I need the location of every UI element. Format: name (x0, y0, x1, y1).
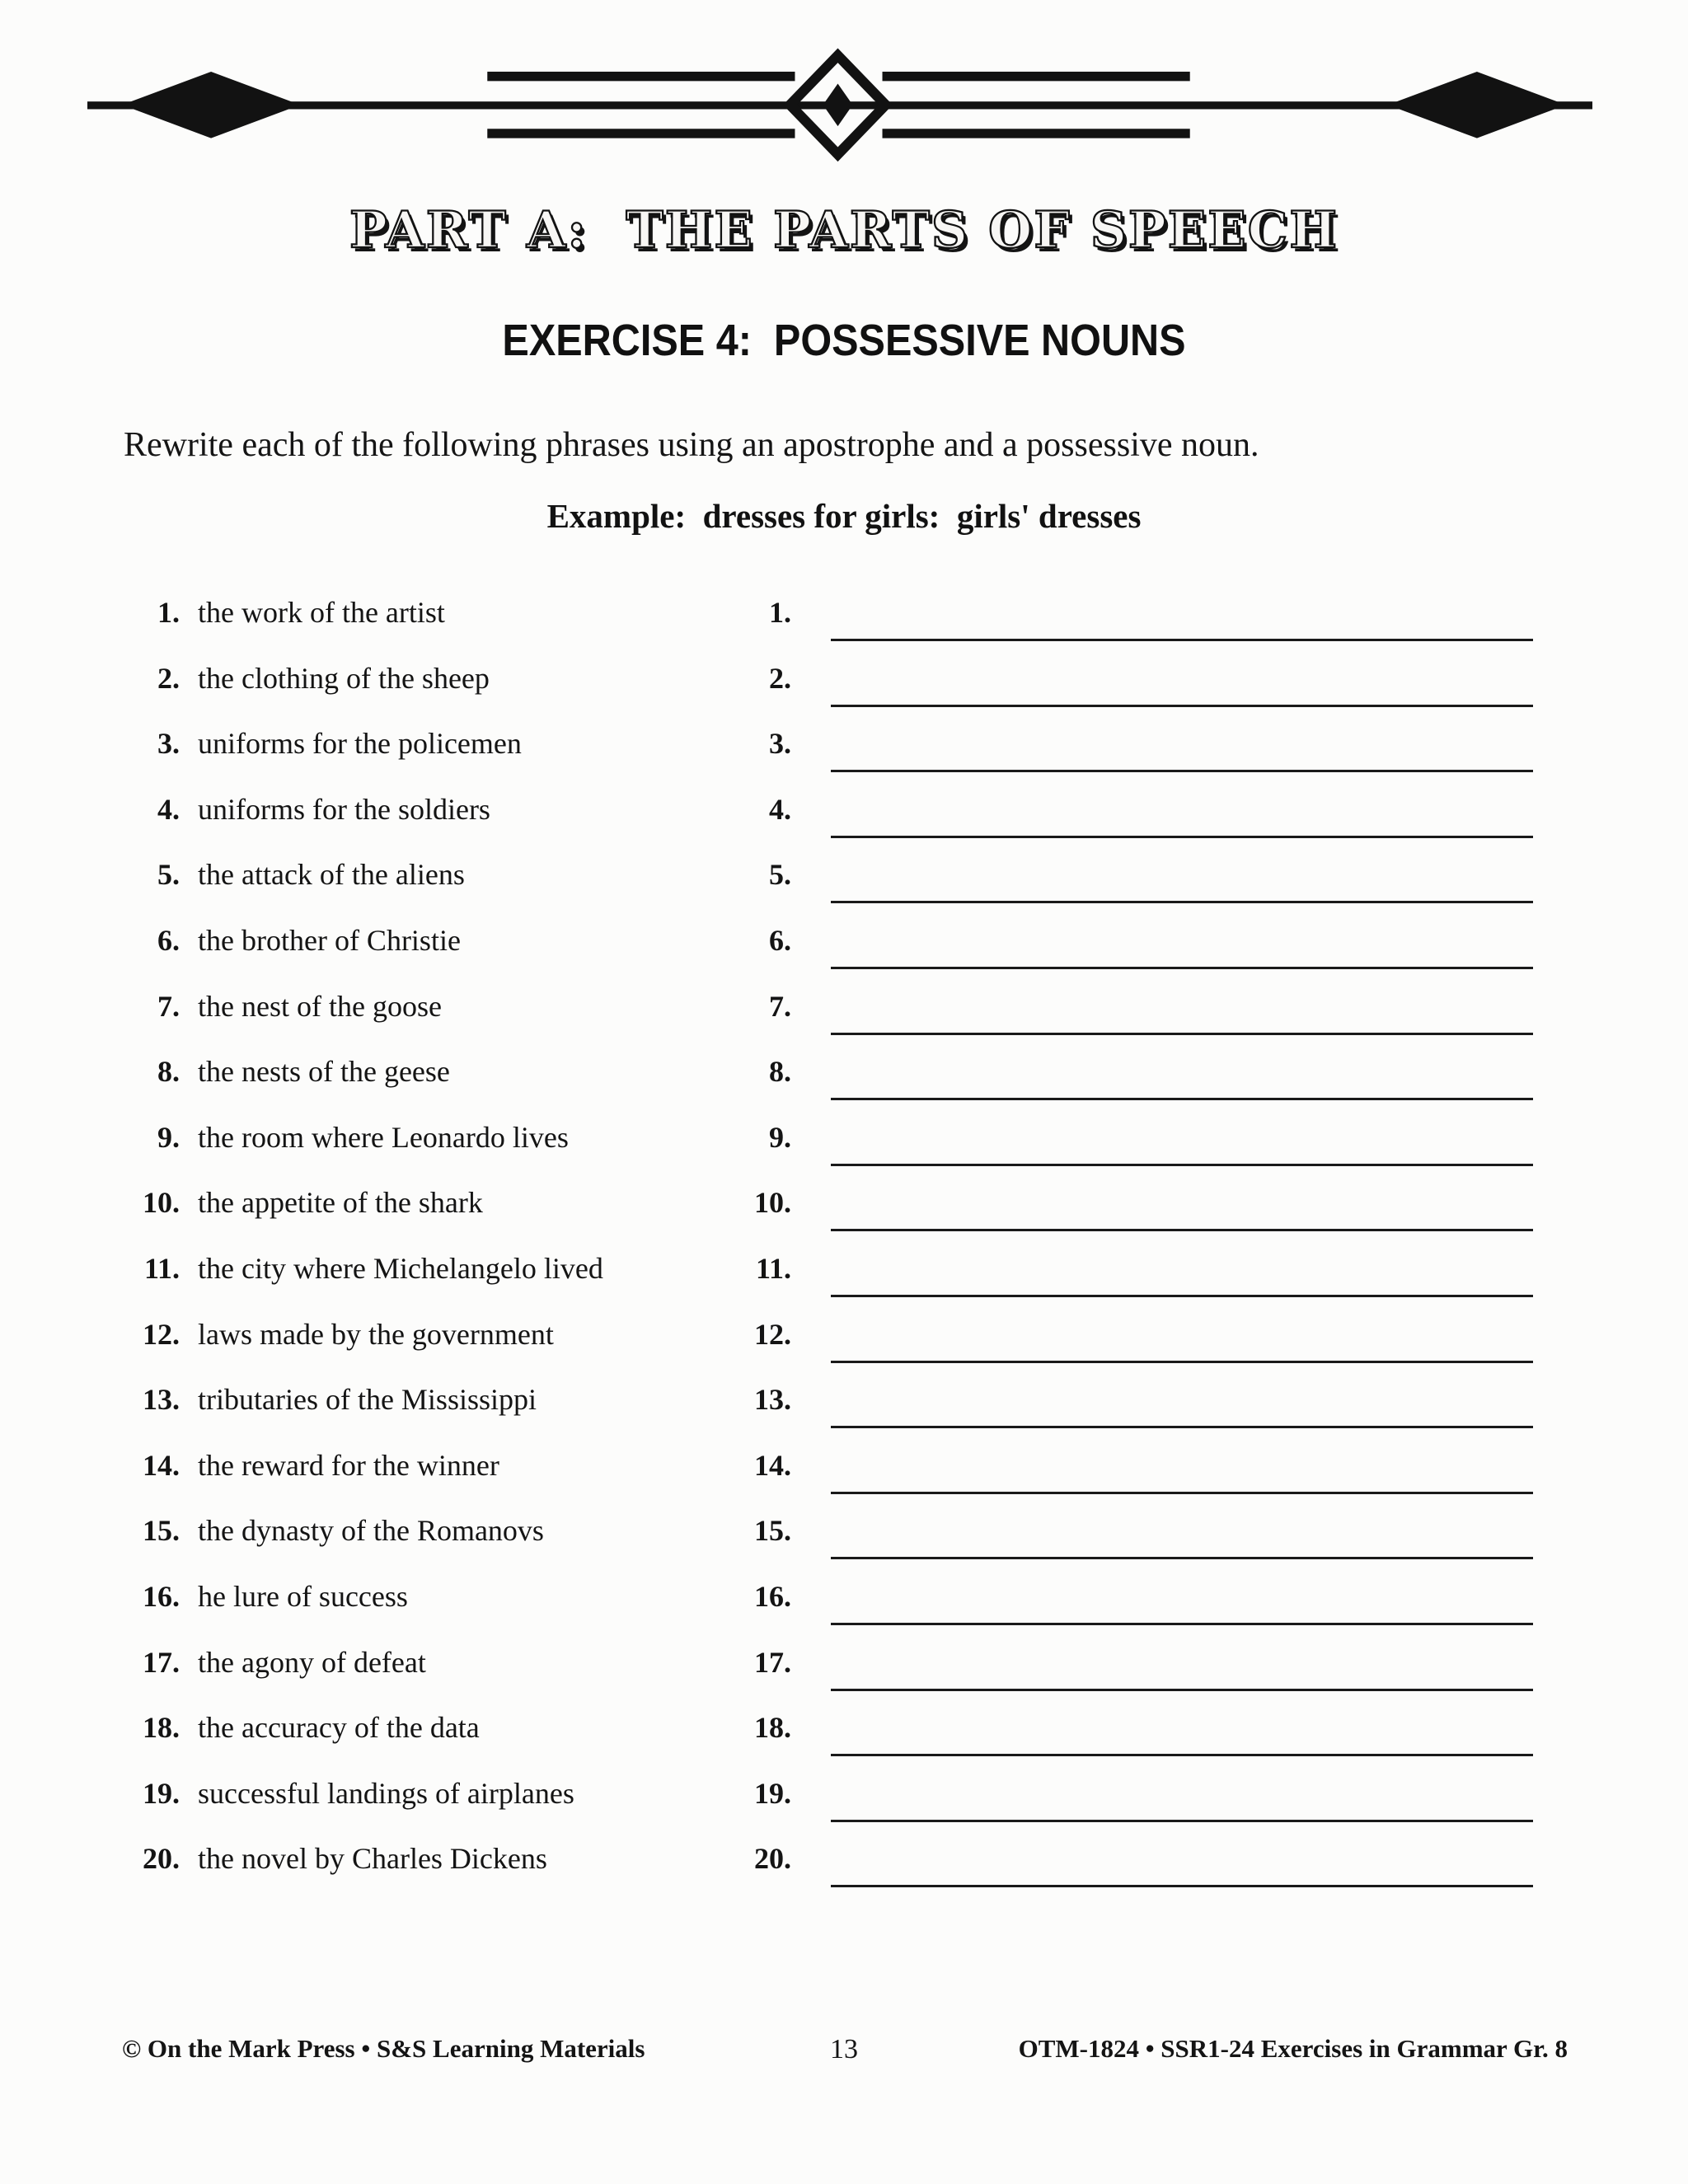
worksheet-row (122, 1511, 1533, 1577)
question-phrase: uniforms for the policemen (198, 727, 522, 761)
answer-number: 6. (769, 923, 791, 957)
question-phrase: tributaries of the Mississippi (198, 1383, 537, 1417)
right-diamond-ornament (1388, 72, 1566, 138)
question-number: 18. (143, 1711, 180, 1745)
question-phrase: laws made by the government (198, 1317, 554, 1351)
answer-number: 1. (769, 596, 791, 629)
answer-blank-line[interactable] (831, 1577, 1533, 1625)
question-number: 15. (143, 1514, 180, 1548)
question-number: 2. (157, 661, 180, 695)
question-number: 1. (157, 596, 180, 629)
question-phrase: the novel by Charles Dickens (198, 1842, 547, 1876)
answer-number: 13. (754, 1383, 791, 1417)
worksheet-row (122, 593, 1533, 659)
answer-blank-line[interactable] (831, 855, 1533, 903)
answer-number: 19. (754, 1776, 791, 1810)
question-number: 9. (157, 1120, 180, 1154)
question-phrase: successful landings of airplanes (198, 1776, 574, 1810)
question-phrase: the nests of the geese (198, 1055, 450, 1089)
question-answer-list (122, 593, 1533, 1905)
question-number: 10. (143, 1186, 180, 1220)
question-number: 16. (143, 1579, 180, 1613)
answer-blank-line[interactable] (831, 1052, 1533, 1100)
worksheet-row (122, 1577, 1533, 1643)
answer-blank-line[interactable] (831, 1183, 1533, 1231)
answer-blank-line[interactable] (831, 1315, 1533, 1363)
answer-number: 3. (769, 727, 791, 761)
answer-number: 8. (769, 1055, 791, 1089)
question-phrase: the attack of the aliens (198, 858, 465, 892)
question-phrase: the agony of defeat (198, 1645, 426, 1679)
answer-blank-line[interactable] (831, 790, 1533, 838)
worksheet-row (122, 1380, 1533, 1446)
worksheet-row (122, 987, 1533, 1053)
question-number: 17. (143, 1645, 180, 1679)
answer-number: 12. (754, 1317, 791, 1351)
question-number: 13. (143, 1383, 180, 1417)
answer-number: 18. (754, 1711, 791, 1745)
question-phrase: the work of the artist (198, 596, 445, 629)
answer-number: 16. (754, 1579, 791, 1613)
left-diamond-ornament (122, 72, 300, 138)
answer-blank-line[interactable] (831, 593, 1533, 641)
worksheet-row (122, 1643, 1533, 1709)
worksheet-row (122, 1052, 1533, 1118)
worksheet-row (122, 855, 1533, 921)
answer-blank-line[interactable] (831, 1643, 1533, 1691)
answer-number: 7. (769, 989, 791, 1023)
question-phrase: he lure of success (198, 1579, 408, 1613)
answer-blank-line[interactable] (831, 1380, 1533, 1428)
worksheet-row (122, 659, 1533, 725)
answer-number: 15. (754, 1514, 791, 1548)
answer-number: 11. (755, 1251, 791, 1285)
question-phrase: the brother of Christie (198, 923, 461, 957)
page-number: 13 (830, 2034, 858, 2064)
question-phrase: the room where Leonardo lives (198, 1120, 569, 1154)
divider-line-top-right (883, 72, 1190, 81)
answer-blank-line[interactable] (831, 1446, 1533, 1494)
decorative-divider (71, 48, 1617, 171)
page-footer (0, 2034, 1688, 2075)
question-number: 19. (143, 1776, 180, 1810)
question-number: 6. (157, 923, 180, 957)
question-phrase: the dynasty of the Romanovs (198, 1514, 544, 1548)
answer-number: 4. (769, 792, 791, 826)
exercise-title: EXERCISE 4: POSSESSIVE NOUNS (502, 316, 1186, 365)
answer-number: 2. (769, 661, 791, 695)
worksheet-row (122, 1840, 1533, 1905)
worksheet-row (122, 921, 1533, 987)
question-phrase: the city where Michelangelo lived (198, 1251, 603, 1285)
question-number: 20. (143, 1842, 180, 1876)
worksheet-row (122, 724, 1533, 790)
part-title: PART A: THE PARTS OF SPEECH (349, 201, 1339, 260)
question-number: 12. (143, 1317, 180, 1351)
answer-blank-line[interactable] (831, 1774, 1533, 1822)
answer-blank-line[interactable] (831, 1840, 1533, 1887)
divider-line-bottom-left (487, 129, 795, 138)
question-number: 7. (157, 989, 180, 1023)
worksheet-row (122, 1315, 1533, 1381)
answer-blank-line[interactable] (831, 921, 1533, 969)
worksheet-row (122, 1708, 1533, 1774)
answer-blank-line[interactable] (831, 659, 1533, 707)
example-text: Example: dresses for girls: girls' dresses (546, 497, 1142, 535)
question-phrase: uniforms for the soldiers (198, 792, 490, 826)
answer-number: 14. (754, 1448, 791, 1482)
answer-number: 17. (754, 1645, 791, 1679)
question-phrase: the appetite of the shark (198, 1186, 483, 1220)
divider-line-top-left (487, 72, 795, 81)
answer-blank-line[interactable] (831, 1708, 1533, 1756)
answer-blank-line[interactable] (831, 1118, 1533, 1166)
divider-line-bottom-right (883, 129, 1190, 138)
answer-blank-line[interactable] (831, 1511, 1533, 1559)
worksheet-row (122, 1249, 1533, 1315)
question-number: 8. (157, 1055, 180, 1089)
instructions-text: Rewrite each of the following phrases using an apostrophe and a possessive noun. (124, 426, 1259, 464)
answer-number: 9. (769, 1120, 791, 1154)
worksheet-row (122, 1774, 1533, 1840)
answer-blank-line[interactable] (831, 987, 1533, 1035)
worksheet-row (122, 1446, 1533, 1512)
question-phrase: the accuracy of the data (198, 1711, 480, 1745)
center-diamond-core (823, 83, 852, 126)
product-code-text: OTM-1824 • SSR1-24 Exercises in Grammar Gr. 8 (1018, 2034, 1568, 2063)
copyright-text: © On the Mark Press • S&S Learning Materials (122, 2034, 645, 2063)
worksheet-row (122, 790, 1533, 856)
question-phrase: the reward for the winner (198, 1448, 499, 1482)
worksheet-row (122, 1183, 1533, 1249)
question-phrase: the clothing of the sheep (198, 661, 490, 695)
answer-number: 10. (754, 1186, 791, 1220)
question-number: 3. (157, 727, 180, 761)
question-phrase: the nest of the goose (198, 989, 442, 1023)
question-number: 4. (157, 792, 180, 826)
worksheet-row (122, 1118, 1533, 1184)
answer-blank-line[interactable] (831, 724, 1533, 772)
question-number: 5. (157, 858, 180, 892)
question-number: 14. (143, 1448, 180, 1482)
answer-number: 5. (769, 858, 791, 892)
question-number: 11. (143, 1251, 180, 1285)
answer-blank-line[interactable] (831, 1249, 1533, 1297)
answer-number: 20. (754, 1842, 791, 1876)
